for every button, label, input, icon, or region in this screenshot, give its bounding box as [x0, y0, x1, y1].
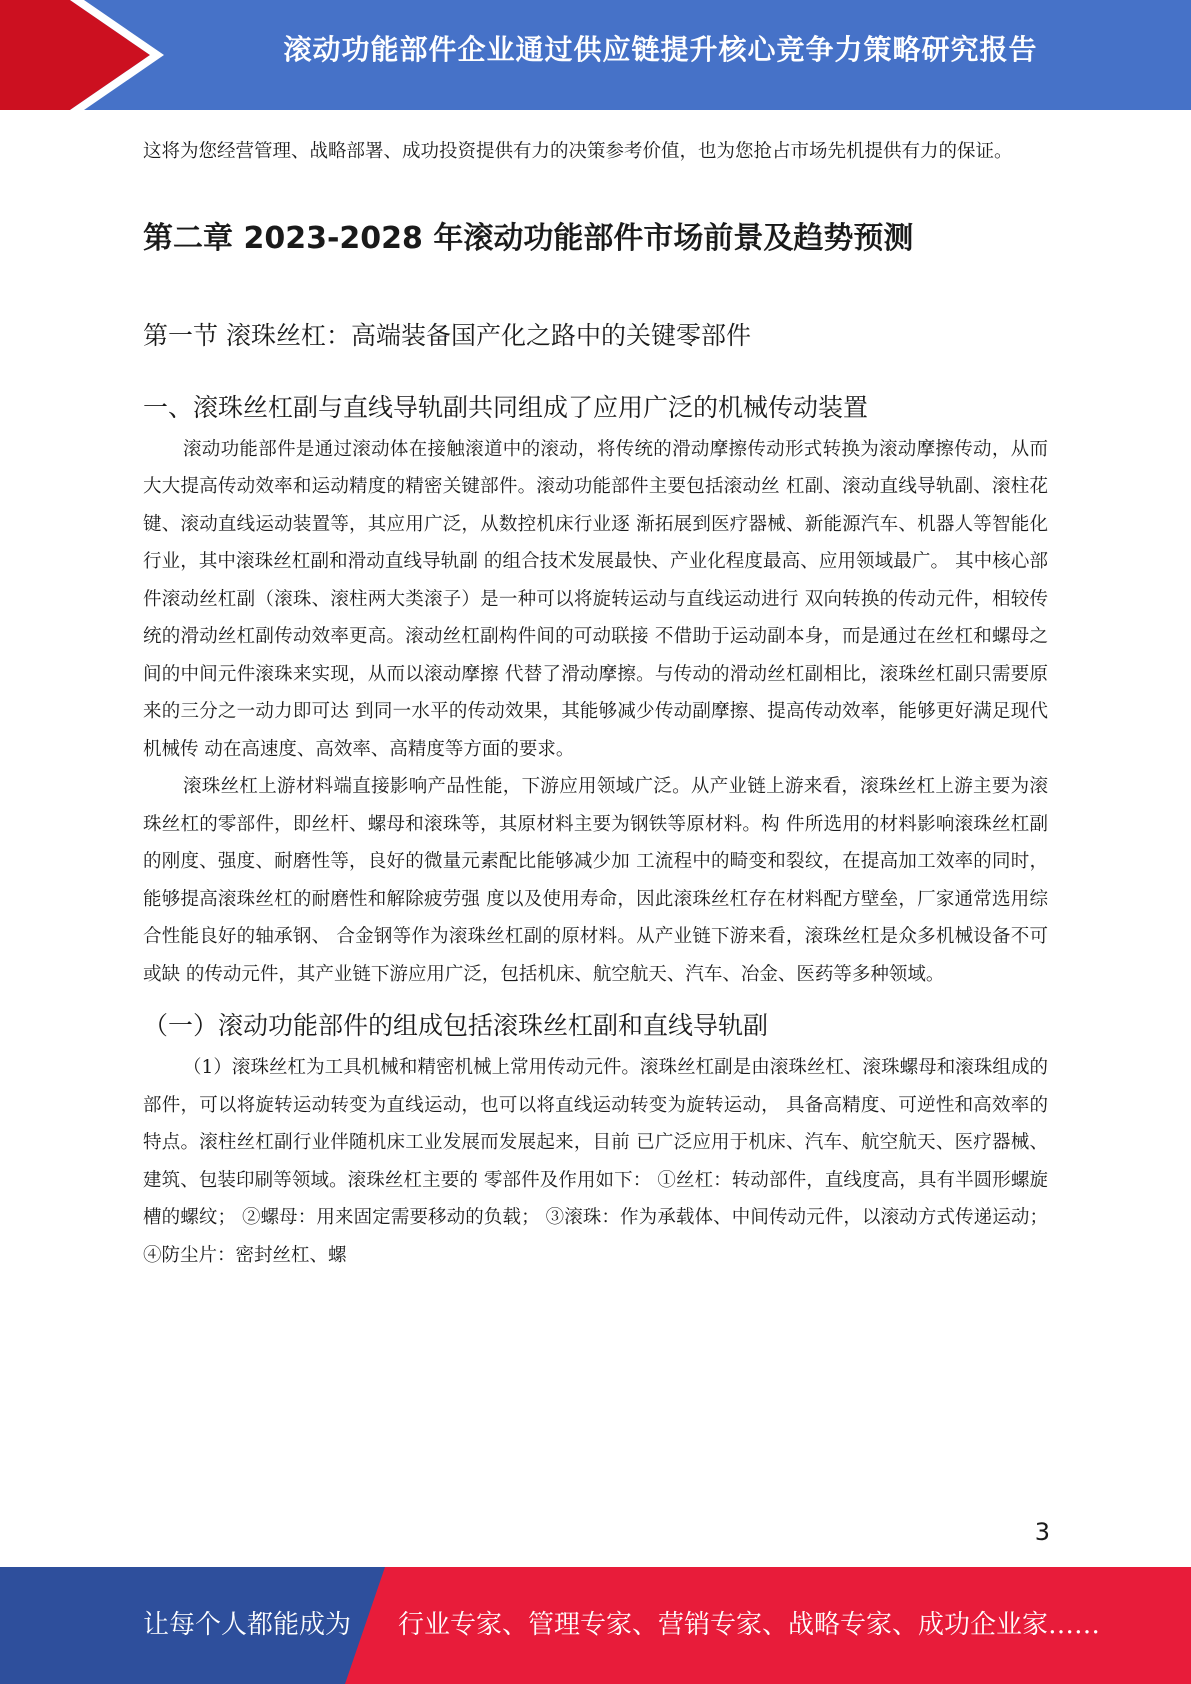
page-content: [143, 133, 1048, 1274]
footer-slogan-right: 行业专家、管理专家、营销专家、战略专家、成功企业家……: [398, 1610, 1101, 1640]
intro-paragraph: 这将为您经营管理、战略部署、成功投资提供有力的决策参考价值，也为您抢占市场先机提供有力的保证。: [143, 141, 1013, 162]
footer-slogan-left: 让每个人都能成为: [143, 1610, 352, 1640]
subsection-heading: 一、滚珠丝杠副与直线导轨副共同组成了应用广泛的机械传动装置: [143, 392, 869, 422]
subsubsection-heading: （一）滚动功能部件的组成包括滚珠丝杠副和直线导轨副: [143, 1011, 769, 1040]
chapter-heading: 第二章 2023-2028 年滚动功能部件市场前景及趋势预测: [143, 220, 914, 256]
section-heading: 第一节 滚珠丝杠：高端装备国产化之路中的关键零部件: [143, 320, 751, 350]
page-number: 3: [1034, 1518, 1050, 1546]
body-paragraph: （1）滚珠丝杠为工具机械和精密机械上常用传动元件。滚珠丝杠副是由滚珠丝杠、滚珠螺母和滚珠组成的部件，可以将旋转运动转变为直线运动，也可以将直线运动转变为旋转运动， 具备高精度、可逆性和高效率的特点。滚柱丝杠副行业伴随机床工业发展而发展起来，目前 已广泛应用于机床、汽车、航空航天、医疗器械、建筑、包装印刷等领域。滚珠丝杠主要的 零部件及作用如下： ①丝杠：转动部件，直线度高，具有半圆形螺旋槽的螺纹； ②螺母：用来固定需要移动的负载； ③滚珠：作为承载体、中间传动元件，以滚动方式传递运动； ④防尘片：密封丝杠、螺: [143, 1057, 1048, 1266]
report-title: 滚动功能部件企业通过供应链提升核心竞争力策略研究报告: [283, 33, 1038, 66]
body-paragraph: 滚动功能部件是通过滚动体在接触滚道中的滚动，将传统的滑动摩擦传动形式转换为滚动摩擦传动，从而大大提高传动效率和运动精度的精密关键部件。滚动功能部件主要包括滚动丝 杠副、滚动直线导轨副、滚柱花键、滚动直线运动装置等，其应用广泛，从数控机床行业逐 渐拓展到医疗器械、新能源汽车、机器人等智能化行业，其中滚珠丝杠副和滑动直线导轨副 的组合技术发展最快、产业化程度最高、应用领域最广。 其中核心部件滚动丝杠副（滚珠、滚柱两大类滚子）是一种可以将旋转运动与直线运动进行 双向转换的传动元件，相较传统的滑动丝杠副传动效率更高。滚动丝杠副构件间的可动联接 不借助于运动副本身，而是通过在丝杠和螺母之间的中间元件滚珠来实现，从而以滚动摩擦 代替了滑动摩擦。与传动的滑动丝杠副相比，滚珠丝杠副只需要原来的三分之一动力即可达 到同一水平的传动效果，其能够减少传动副摩擦、提高传动效率，能够更好满足现代机械传 动在高速度、高效率、高精度等方面的要求。: [143, 438, 1048, 760]
body-paragraph: 滚珠丝杠上游材料端直接影响产品性能，下游应用领域广泛。从产业链上游来看，滚珠丝杠上游主要为滚珠丝杠的零部件，即丝杆、螺母和滚珠等，其原材料主要为钢铁等原材料。构 件所选用的材料影响滚珠丝杠副的刚度、强度、耐磨性等，良好的微量元素配比能够减少加 工流程中的畸变和裂纹，在提高加工效率的同时，能够提高滚珠丝杠的耐磨性和解除疲劳强 度以及使用寿命，因此滚珠丝杠存在材料配方壁垒，厂家通常选用综合性能良好的轴承钢、 合金钢等作为滚珠丝杠副的原材料。从产业链下游来看，滚珠丝杠是众多机械设备不可或缺 的传动元件，其产业链下游应用广泛，包括机床、航空航天、汽车、冶金、医药等多种领域。: [143, 776, 1048, 985]
page-header: [0, 0, 1191, 110]
page-footer: [0, 1567, 1191, 1684]
